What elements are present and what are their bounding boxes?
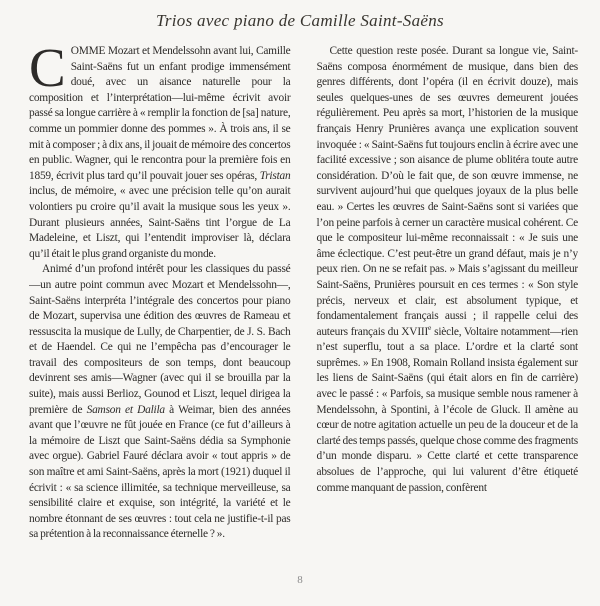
text-run: e: [428, 322, 432, 332]
text-run: à Weimar, bien des années avant que l’œuvre ne fût jouée en France (ce fut d’ailleurs à la mémoire de Liszt que Saint-Saëns dédia sa Symphonie avec orgue). Gabriel Fauré déclara avoir « tout appris » de son maître et ami Saint-Saëns, après la mort (1921) duquel il écrivit : « sa science illimitée, sa technique merveilleuse, sa sensibilité claire et exquise, son intégrité, la variété et le nombre étonnant de ses œuvres : tout cela ne justifie-t-il pas sa prétention à la reconnaissance éternelle ? ».: [29, 403, 291, 541]
text-run: Samson et Dalila: [86, 403, 165, 416]
text-run: siècle, Voltaire notamment—rien n’est superflu, tout a sa place. L’ordre et la clarté sont suprêmes. » En 1908, Romain Rolland insista également sur les liens de Saint-Saëns (qui était alors en fin de carrière) avec le passé : « Parfois, sa musique semble nous ramener à Mendelssohn, à Spontini, à l’école de Gluck. Il amène au cœur de notre agitation actuelle un peu de la douceur et de la clarté des temps passés, quelque chose comme des fragments d’un monde disparu. » Cette clarté et cette transparence absolues de l’approche, qui lui valurent d’être étiqueté comme manquant de passion, confèrent: [316, 325, 578, 494]
drop-cap: C: [29, 44, 66, 98]
text-run: Animé d’un profond intérêt pour les classiques du passé—un autre point commun avec Mozart et Mendelssohn—, Saint-Saëns interpréta l’intégrale des concertos pour piano de Mozart, supervisa une édition des œuvres de Rameau et ressuscita la musique de Lully, de Charpentier, de J. S. Bach et de Haendel. Ce qui ne l’empêcha pas d’encourager le travail des compositeurs de son temps, dont beaucoup devinrent ses amis—Wagner (avec qui il se brouilla par la suite), mais aussi Berlioz, Gounod et Liszt, lequel dirigea la première de: [29, 263, 291, 416]
article-columns: [29, 44, 578, 562]
page-number: 8: [297, 574, 303, 586]
text-run: OMME Mozart et Mendelssohn avant lui, Camille Saint-Saëns fut un enfant prodige immensément doué, avec un aisance naturelle pour la composition et l’interprétation—lui-même écrivit avoir passé sa longue carrière à « remplir la fonction de [sa] nature, comme un pommier donne des pommes ». À trois ans, il se mit à composer ; à dix ans, il jouait de mémoire des concertos en public. Wagner, qui le rencontra pour la première fois en 1859, écrivit plus tard qu’il pouvait jouer ses opéras,: [29, 45, 291, 182]
page-title: Trios avec piano de Camille Saint-Saëns: [156, 11, 444, 30]
text-run: Tristan: [259, 169, 291, 182]
paragraph: [29, 262, 291, 543]
text-run: Cette question reste posée. Durant sa longue vie, Saint-Saëns composa énormément de musique, dans bien des genres différents, dont l’opéra (il en écrivit douze), mais seules quelques-unes de ses œuvres demeurent jouées régulièrement. Peu après sa mort, l’historien de la musique français Henry Prunières avança une explication souvent invoquée : « Saint-Saëns fut toujours enclin à écrire avec une facilité excessive ; son aisance de plume oblitéra toute autre considération. D’où le fait que, de son œuvre immense, ne survivent aujourd’hui que quelques joyaux de la plus belle eau. » Certes les œuvres de Saint-Saëns sont si variées que l’on peine parfois à cerner un caractère musical cohérent. Ce que le compositeur lui-même reconnaissait : « Je suis une âme éclectique. C’est peut-être un grand défaut, mais je n’y peux rien. On ne se refait pas. » Mais s’agissant du meilleur Saint-Saëns, Prunières poursuit en ces termes : « Son style précis, nerveux et clair, est absolument typique, et fondamentalement français aussi ; il rappelle celui des auteurs français du XVIII: [316, 45, 578, 338]
text-run: inclus, de mémoire, « avec une précision telle qu’on aurait volontiers pu croire qu’il avait la musique sous les yeux ». Durant plusieurs années, Saint-Saëns tint l’orgue de La Madeleine, et Liszt, qui l’entendit improviser là, déclara qu’il était le plus grand organiste du monde.: [29, 185, 291, 260]
paragraph: [317, 44, 579, 496]
paragraph: [29, 44, 291, 262]
